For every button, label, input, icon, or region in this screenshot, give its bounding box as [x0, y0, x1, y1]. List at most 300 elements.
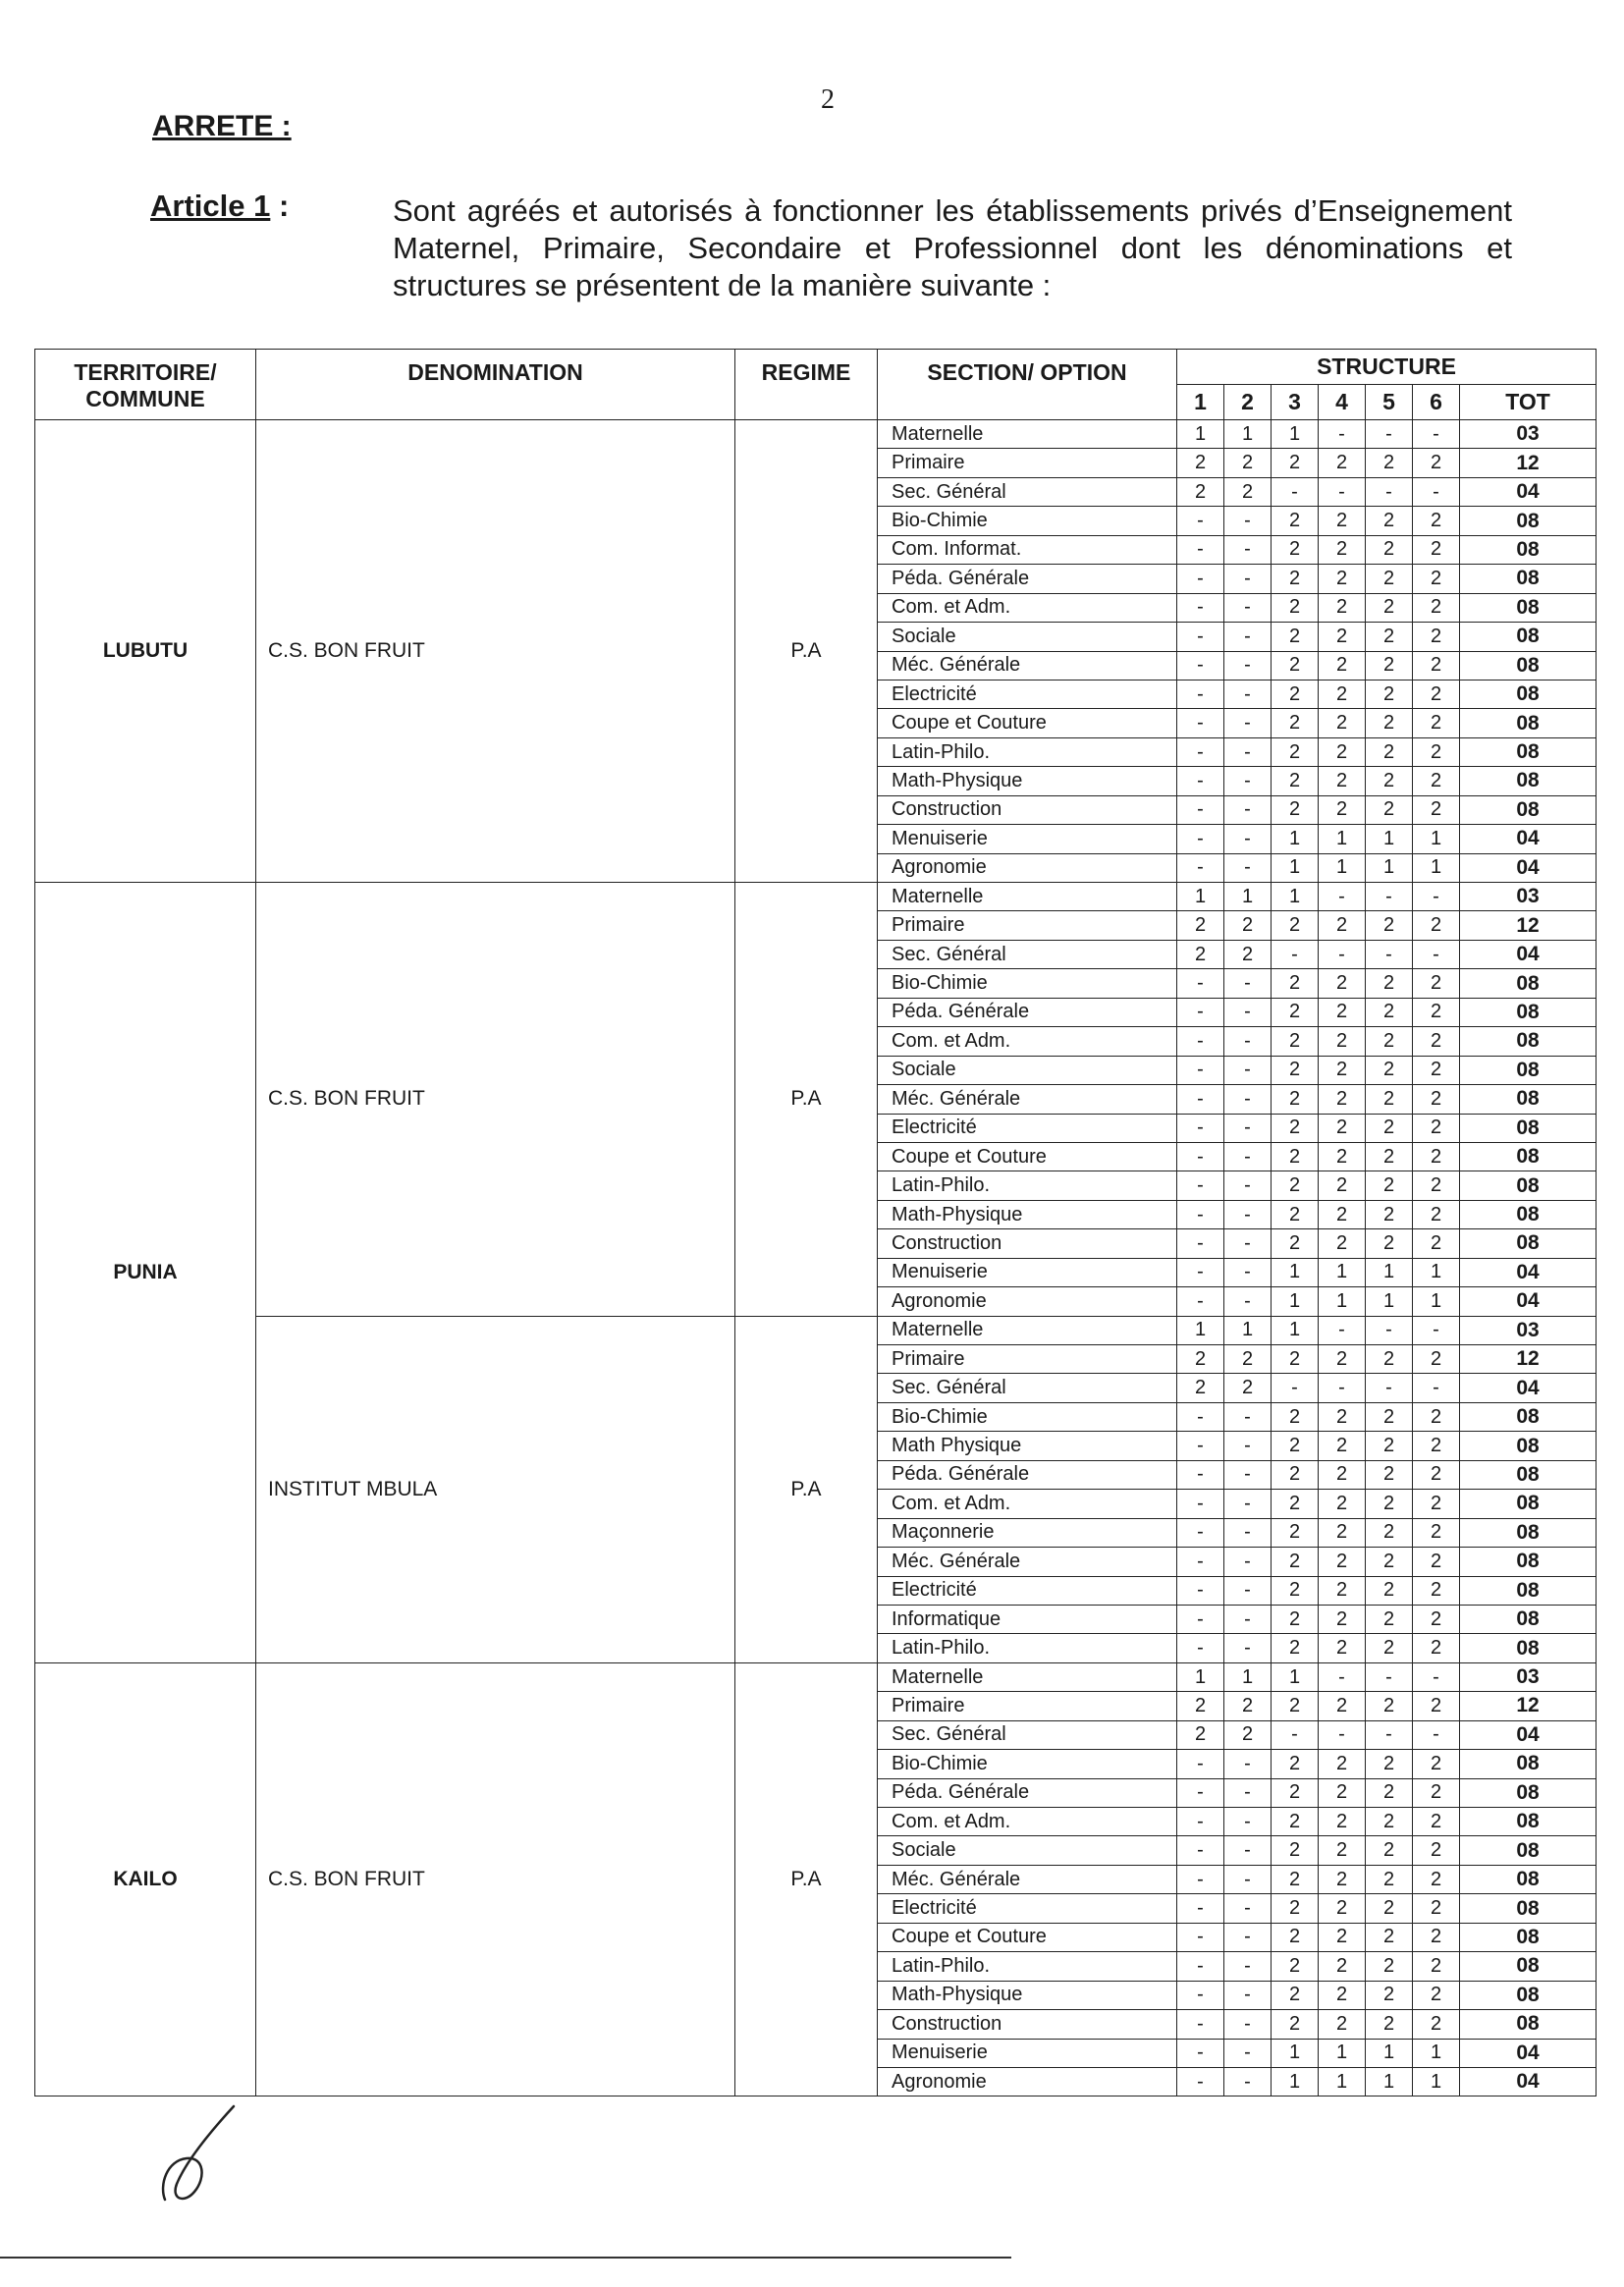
level-3-count: 1 [1272, 2067, 1319, 2096]
section-option: Sociale [878, 1056, 1177, 1084]
level-6-count: 2 [1413, 1605, 1460, 1633]
level-1-count: - [1177, 680, 1224, 708]
level-4-count: 2 [1319, 1229, 1366, 1258]
level-5-count: 2 [1366, 1548, 1413, 1576]
section-option: Electricité [878, 1576, 1177, 1605]
level-1-count: - [1177, 1432, 1224, 1460]
article-colon: : [270, 189, 290, 223]
level-1-count: - [1177, 1085, 1224, 1114]
level-6-count: 2 [1413, 1085, 1460, 1114]
section-option: Coupe et Couture [878, 709, 1177, 737]
level-1-count: 2 [1177, 1345, 1224, 1374]
level-6-count: 2 [1413, 449, 1460, 477]
level-6-count: 2 [1413, 651, 1460, 680]
total-count: 12 [1460, 1345, 1597, 1374]
level-1-count: - [1177, 1402, 1224, 1431]
total-count: 08 [1460, 795, 1597, 824]
total-count: 03 [1460, 883, 1597, 911]
section-option: Informatique [878, 1605, 1177, 1633]
level-5-count: 2 [1366, 767, 1413, 795]
level-3-count: 1 [1272, 1287, 1319, 1316]
article-label [150, 189, 289, 224]
level-5-count: 2 [1366, 1576, 1413, 1605]
level-2-count: - [1224, 565, 1272, 593]
level-2-count: - [1224, 1778, 1272, 1807]
level-4-count: 2 [1319, 2010, 1366, 2039]
level-3-count: 1 [1272, 1316, 1319, 1344]
level-3-count: 2 [1272, 1605, 1319, 1633]
level-1-count: 1 [1177, 1662, 1224, 1691]
level-4-count: 2 [1319, 1778, 1366, 1807]
level-3-count: 1 [1272, 2039, 1319, 2067]
level-6-count: - [1413, 420, 1460, 449]
level-5-count: 2 [1366, 1808, 1413, 1836]
level-5-count: - [1366, 420, 1413, 449]
total-count: 08 [1460, 1402, 1597, 1431]
section-option: Electricité [878, 680, 1177, 708]
section-option: Electricité [878, 1114, 1177, 1142]
section-option: Construction [878, 2010, 1177, 2039]
level-4-count: 2 [1319, 1518, 1366, 1547]
total-count: 08 [1460, 1750, 1597, 1778]
level-6-count: 2 [1413, 1027, 1460, 1056]
total-count: 12 [1460, 1692, 1597, 1720]
level-5-count: - [1366, 883, 1413, 911]
level-1-count: - [1177, 825, 1224, 853]
level-5-count: 2 [1366, 651, 1413, 680]
level-3-count: 1 [1272, 883, 1319, 911]
level-1-count: - [1177, 1952, 1224, 1981]
level-2-count: - [1224, 795, 1272, 824]
level-3-count: 1 [1272, 853, 1319, 882]
level-3-count: 2 [1272, 593, 1319, 622]
level-6-count: 2 [1413, 1432, 1460, 1460]
section-option: Electricité [878, 1894, 1177, 1923]
header-level-2: 2 [1224, 385, 1272, 420]
total-count: 08 [1460, 1952, 1597, 1981]
level-2-count: 2 [1224, 1720, 1272, 1749]
level-2-count: - [1224, 623, 1272, 651]
level-6-count: 2 [1413, 1923, 1460, 1951]
level-6-count: - [1413, 940, 1460, 968]
total-count: 08 [1460, 535, 1597, 564]
table-row [35, 420, 1597, 449]
level-3-count: 2 [1272, 1171, 1319, 1200]
level-4-count: 1 [1319, 1258, 1366, 1286]
level-1-count: - [1177, 1778, 1224, 1807]
level-4-count: 2 [1319, 1576, 1366, 1605]
section-option: Latin-Philo. [878, 1952, 1177, 1981]
level-2-count: - [1224, 1258, 1272, 1286]
total-count: 04 [1460, 1720, 1597, 1749]
total-count: 08 [1460, 1836, 1597, 1865]
total-count: 08 [1460, 1865, 1597, 1893]
level-5-count: 2 [1366, 1345, 1413, 1374]
level-3-count: 2 [1272, 1402, 1319, 1431]
section-option: Agronomie [878, 1287, 1177, 1316]
level-2-count: - [1224, 1229, 1272, 1258]
level-4-count: 2 [1319, 1142, 1366, 1171]
level-1-count: - [1177, 1114, 1224, 1142]
level-6-count: 2 [1413, 565, 1460, 593]
section-option: Sec. Général [878, 940, 1177, 968]
section-option: Menuiserie [878, 2039, 1177, 2067]
level-1-count: - [1177, 507, 1224, 535]
section-option: Bio-Chimie [878, 1750, 1177, 1778]
level-6-count: - [1413, 1374, 1460, 1402]
level-5-count: - [1366, 1316, 1413, 1344]
total-count: 08 [1460, 1634, 1597, 1662]
level-1-count: - [1177, 709, 1224, 737]
level-1-count: - [1177, 1750, 1224, 1778]
level-1-count: - [1177, 1200, 1224, 1228]
level-1-count: - [1177, 1808, 1224, 1836]
level-2-count: - [1224, 1287, 1272, 1316]
level-6-count: 2 [1413, 1952, 1460, 1981]
level-3-count: 2 [1272, 1200, 1319, 1228]
level-4-count: 1 [1319, 2067, 1366, 2096]
level-2-count: - [1224, 2010, 1272, 2039]
level-1-count: - [1177, 737, 1224, 766]
section-option: Coupe et Couture [878, 1142, 1177, 1171]
level-5-count: 2 [1366, 2010, 1413, 2039]
level-4-count: - [1319, 1720, 1366, 1749]
section-option: Agronomie [878, 853, 1177, 882]
total-count: 08 [1460, 2010, 1597, 2039]
level-1-count: - [1177, 998, 1224, 1026]
header-level-1: 1 [1177, 385, 1224, 420]
level-3-count: 2 [1272, 969, 1319, 998]
total-count: 04 [1460, 1287, 1597, 1316]
level-5-count: 2 [1366, 1085, 1413, 1114]
level-1-count: - [1177, 1923, 1224, 1951]
level-2-count: - [1224, 1200, 1272, 1228]
level-3-count: 2 [1272, 1836, 1319, 1865]
section-option: Bio-Chimie [878, 969, 1177, 998]
level-3-count: 2 [1272, 1229, 1319, 1258]
level-5-count: 2 [1366, 1027, 1413, 1056]
section-option: Méc. Générale [878, 651, 1177, 680]
level-2-count: - [1224, 1836, 1272, 1865]
level-4-count: 1 [1319, 2039, 1366, 2067]
level-4-count: 2 [1319, 1865, 1366, 1893]
level-5-count: 1 [1366, 2039, 1413, 2067]
level-4-count: 2 [1319, 1634, 1366, 1662]
level-1-count: 1 [1177, 1316, 1224, 1344]
level-6-count: 2 [1413, 1750, 1460, 1778]
level-5-count: 2 [1366, 1750, 1413, 1778]
level-2-count: - [1224, 507, 1272, 535]
level-2-count: 1 [1224, 1662, 1272, 1691]
level-3-count: 2 [1272, 1692, 1319, 1720]
level-2-count: - [1224, 1894, 1272, 1923]
level-1-count: - [1177, 1634, 1224, 1662]
level-6-count: 2 [1413, 1894, 1460, 1923]
level-6-count: 2 [1413, 1778, 1460, 1807]
total-count: 08 [1460, 1576, 1597, 1605]
level-5-count: 2 [1366, 1894, 1413, 1923]
level-4-count: 2 [1319, 1894, 1366, 1923]
level-4-count: 2 [1319, 1490, 1366, 1518]
level-5-count: 2 [1366, 709, 1413, 737]
header-territoire: TERRITOIRE/ COMMUNE [35, 350, 256, 420]
level-1-count: - [1177, 1490, 1224, 1518]
level-1-count: - [1177, 1981, 1224, 2009]
level-3-count: 1 [1272, 1662, 1319, 1691]
level-2-count: - [1224, 2039, 1272, 2067]
level-6-count: 2 [1413, 1576, 1460, 1605]
level-5-count: 1 [1366, 853, 1413, 882]
section-option: Méc. Générale [878, 1548, 1177, 1576]
level-2-count: - [1224, 1056, 1272, 1084]
level-6-count: 2 [1413, 1518, 1460, 1547]
level-2-count: - [1224, 1114, 1272, 1142]
level-4-count: 2 [1319, 507, 1366, 535]
level-5-count: 2 [1366, 1518, 1413, 1547]
section-option: Péda. Générale [878, 1778, 1177, 1807]
level-2-count: - [1224, 1171, 1272, 1200]
level-1-count: - [1177, 1460, 1224, 1489]
total-count: 08 [1460, 767, 1597, 795]
article-text: Sont agréés et autorisés à fonctionner les établissements privés d’Enseignement Maternel, Primaire, Secondaire et Professionnel dont les dénominations et structures se présentent de la manière suivante : [393, 193, 1512, 302]
level-4-count: 2 [1319, 737, 1366, 766]
level-3-count: 2 [1272, 1518, 1319, 1547]
level-6-count: - [1413, 883, 1460, 911]
total-count: 12 [1460, 449, 1597, 477]
level-3-count: 1 [1272, 825, 1319, 853]
level-1-count: - [1177, 969, 1224, 998]
section-option: Menuiserie [878, 825, 1177, 853]
level-2-count: - [1224, 1923, 1272, 1951]
school-regime: P.A [735, 1316, 878, 1662]
level-2-count: 2 [1224, 1692, 1272, 1720]
level-6-count: 2 [1413, 1836, 1460, 1865]
level-6-count: 2 [1413, 680, 1460, 708]
level-4-count: 2 [1319, 1981, 1366, 2009]
level-2-count: - [1224, 998, 1272, 1026]
footer-rule [0, 2257, 1011, 2259]
header-structure: STRUCTURE [1177, 350, 1597, 385]
level-6-count: 2 [1413, 1171, 1460, 1200]
level-5-count: - [1366, 477, 1413, 506]
level-3-count: 2 [1272, 1981, 1319, 2009]
total-count: 08 [1460, 1200, 1597, 1228]
level-3-count: 2 [1272, 1750, 1319, 1778]
level-3-count: 2 [1272, 651, 1319, 680]
level-3-count: 2 [1272, 1490, 1319, 1518]
level-4-count: 2 [1319, 795, 1366, 824]
section-option: Péda. Générale [878, 565, 1177, 593]
school-regime: P.A [735, 1662, 878, 2096]
section-option: Primaire [878, 1345, 1177, 1374]
section-option: Sociale [878, 623, 1177, 651]
level-1-count: - [1177, 593, 1224, 622]
level-6-count: 2 [1413, 2010, 1460, 2039]
total-count: 08 [1460, 623, 1597, 651]
level-3-count: 2 [1272, 1056, 1319, 1084]
section-option: Latin-Philo. [878, 1171, 1177, 1200]
level-3-count: 2 [1272, 535, 1319, 564]
level-5-count: 2 [1366, 969, 1413, 998]
section-option: Méc. Générale [878, 1085, 1177, 1114]
section-option: Coupe et Couture [878, 1923, 1177, 1951]
level-3-count: 2 [1272, 1894, 1319, 1923]
level-3-count: - [1272, 1374, 1319, 1402]
table-row [35, 883, 1597, 911]
level-3-count: 2 [1272, 1085, 1319, 1114]
level-4-count: 2 [1319, 767, 1366, 795]
section-option: Maternelle [878, 420, 1177, 449]
level-5-count: 2 [1366, 911, 1413, 940]
level-3-count: 2 [1272, 623, 1319, 651]
header-level-6: 6 [1413, 385, 1460, 420]
level-5-count: 2 [1366, 565, 1413, 593]
level-6-count: 2 [1413, 1634, 1460, 1662]
level-6-count: 2 [1413, 1548, 1460, 1576]
level-6-count: 1 [1413, 825, 1460, 853]
territory-name: KAILO [35, 1662, 256, 2096]
level-5-count: 2 [1366, 1778, 1413, 1807]
level-1-count: - [1177, 535, 1224, 564]
level-3-count: 2 [1272, 911, 1319, 940]
level-4-count: 2 [1319, 1460, 1366, 1489]
level-5-count: - [1366, 1662, 1413, 1691]
level-6-count: 2 [1413, 593, 1460, 622]
level-1-count: - [1177, 1836, 1224, 1865]
level-2-count: 2 [1224, 911, 1272, 940]
section-option: Agronomie [878, 2067, 1177, 2096]
total-count: 08 [1460, 1605, 1597, 1633]
level-4-count: 2 [1319, 449, 1366, 477]
level-4-count: 2 [1319, 1085, 1366, 1114]
level-3-count: - [1272, 940, 1319, 968]
level-2-count: - [1224, 1548, 1272, 1576]
level-6-count: 1 [1413, 2039, 1460, 2067]
level-6-count: 2 [1413, 737, 1460, 766]
school-name: C.S. BON FRUIT [256, 420, 735, 883]
total-count: 04 [1460, 1374, 1597, 1402]
total-count: 08 [1460, 507, 1597, 535]
section-option: Méc. Générale [878, 1865, 1177, 1893]
level-4-count: 2 [1319, 1692, 1366, 1720]
level-3-count: 2 [1272, 709, 1319, 737]
level-4-count: 2 [1319, 1171, 1366, 1200]
level-1-count: - [1177, 1576, 1224, 1605]
header-tot: TOT [1460, 385, 1597, 420]
level-4-count: 2 [1319, 1548, 1366, 1576]
level-3-count: 2 [1272, 737, 1319, 766]
level-2-count: 1 [1224, 883, 1272, 911]
level-4-count: 2 [1319, 709, 1366, 737]
section-option: Maternelle [878, 1662, 1177, 1691]
table-row [35, 1316, 1597, 1344]
total-count: 08 [1460, 1171, 1597, 1200]
level-5-count: 1 [1366, 1287, 1413, 1316]
level-1-count: 1 [1177, 883, 1224, 911]
level-6-count: - [1413, 1662, 1460, 1691]
total-count: 03 [1460, 1662, 1597, 1691]
level-2-count: - [1224, 1402, 1272, 1431]
level-1-count: 2 [1177, 911, 1224, 940]
total-count: 08 [1460, 969, 1597, 998]
level-3-count: 2 [1272, 2010, 1319, 2039]
section-option: Bio-Chimie [878, 507, 1177, 535]
level-5-count: 2 [1366, 623, 1413, 651]
level-5-count: 1 [1366, 825, 1413, 853]
total-count: 04 [1460, 853, 1597, 882]
level-3-count: 2 [1272, 767, 1319, 795]
level-3-count: - [1272, 477, 1319, 506]
level-1-count: - [1177, 1518, 1224, 1547]
level-6-count: - [1413, 1720, 1460, 1749]
level-2-count: 2 [1224, 1345, 1272, 1374]
total-count: 08 [1460, 1894, 1597, 1923]
section-option: Math Physique [878, 1432, 1177, 1460]
level-6-count: 2 [1413, 767, 1460, 795]
level-1-count: 2 [1177, 1720, 1224, 1749]
level-4-count: 2 [1319, 1923, 1366, 1951]
level-6-count: 2 [1413, 998, 1460, 1026]
level-1-count: 2 [1177, 477, 1224, 506]
level-2-count: - [1224, 1605, 1272, 1633]
level-1-count: - [1177, 767, 1224, 795]
level-5-count: 2 [1366, 507, 1413, 535]
level-5-count: - [1366, 940, 1413, 968]
level-4-count: 2 [1319, 1605, 1366, 1633]
total-count: 08 [1460, 1518, 1597, 1547]
total-count: 08 [1460, 1778, 1597, 1807]
level-4-count: 2 [1319, 535, 1366, 564]
section-option: Com. et Adm. [878, 593, 1177, 622]
total-count: 08 [1460, 709, 1597, 737]
level-4-count: - [1319, 883, 1366, 911]
header-level-4: 4 [1319, 385, 1366, 420]
section-option: Sec. Général [878, 477, 1177, 506]
section-option: Primaire [878, 449, 1177, 477]
total-count: 03 [1460, 1316, 1597, 1344]
level-6-count: 2 [1413, 1056, 1460, 1084]
level-5-count: 2 [1366, 1142, 1413, 1171]
level-6-count: 2 [1413, 1402, 1460, 1431]
level-4-count: 2 [1319, 998, 1366, 1026]
level-1-count: - [1177, 853, 1224, 882]
level-4-count: 2 [1319, 1750, 1366, 1778]
section-option: Maternelle [878, 1316, 1177, 1344]
level-2-count: - [1224, 1460, 1272, 1489]
level-2-count: - [1224, 535, 1272, 564]
level-5-count: 2 [1366, 1605, 1413, 1633]
level-2-count: 2 [1224, 940, 1272, 968]
schools-structure-table [34, 349, 1597, 2096]
level-1-count: 2 [1177, 449, 1224, 477]
level-6-count: 2 [1413, 1460, 1460, 1489]
level-3-count: 2 [1272, 1865, 1319, 1893]
section-option: Com. et Adm. [878, 1808, 1177, 1836]
table-body [35, 420, 1597, 2096]
level-5-count: 2 [1366, 535, 1413, 564]
section-option: Latin-Philo. [878, 1634, 1177, 1662]
total-count: 04 [1460, 477, 1597, 506]
level-1-count: - [1177, 651, 1224, 680]
level-4-count: 2 [1319, 969, 1366, 998]
article-number: Article 1 [150, 189, 271, 223]
level-1-count: - [1177, 1171, 1224, 1200]
level-6-count: - [1413, 477, 1460, 506]
total-count: 08 [1460, 1981, 1597, 2009]
total-count: 08 [1460, 1432, 1597, 1460]
page-number: 2 [821, 84, 835, 115]
level-4-count: 2 [1319, 593, 1366, 622]
